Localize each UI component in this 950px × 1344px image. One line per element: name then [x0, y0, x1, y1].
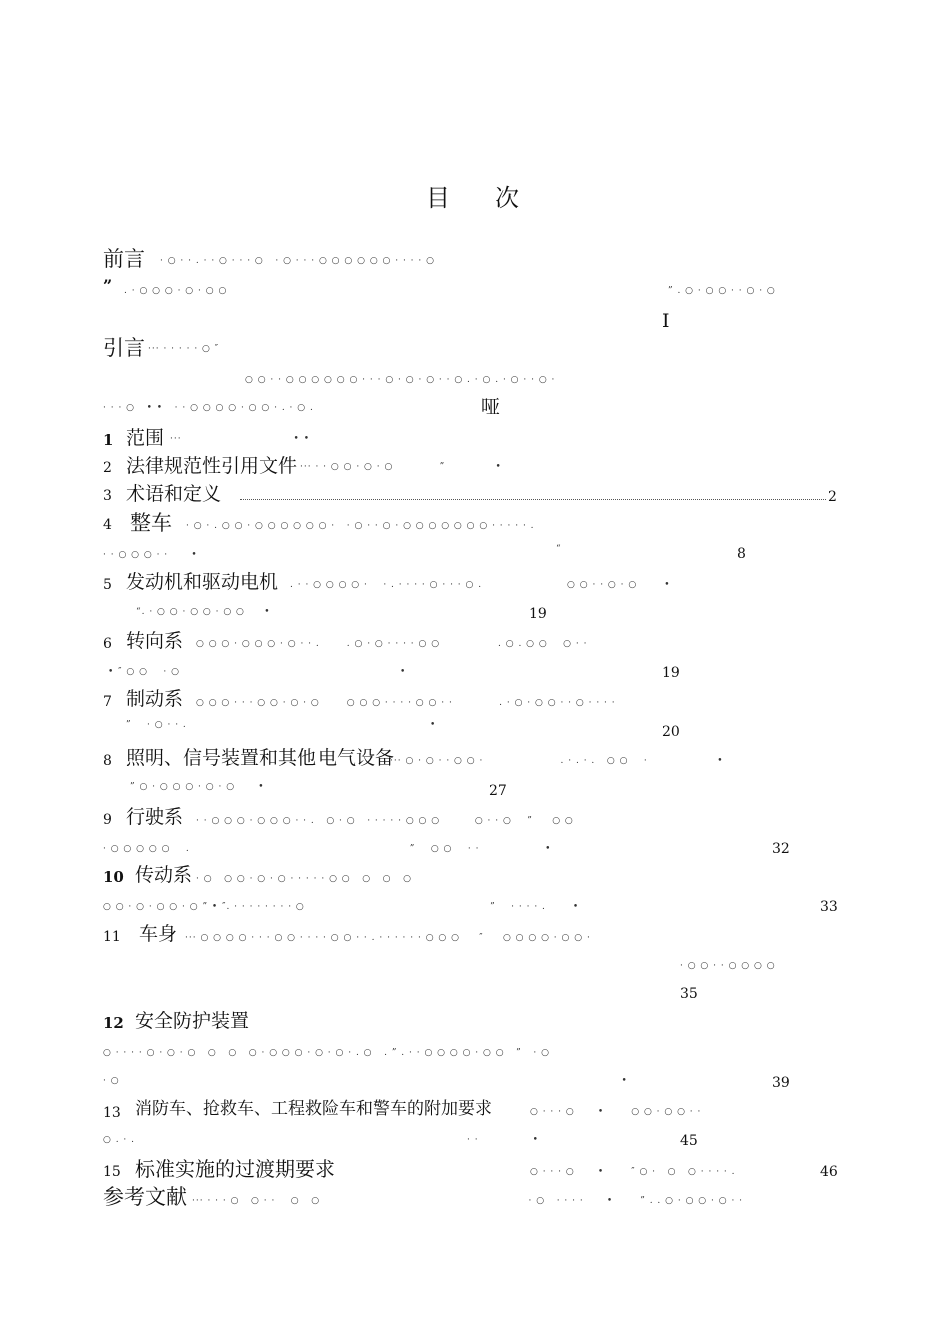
toc-section-title: 传动系: [135, 864, 193, 886]
toc-section-title: 消防车、抢救车、工程救险车和警车的附加要求: [135, 1099, 492, 1119]
toc-section-number: 4: [103, 517, 112, 533]
toc-section-page: 45: [680, 1133, 698, 1149]
toc-leader: ○ ○ ○ · ○ ○ ○ · ○ · · . . ○ · ○ · · · · ○ ○ . ○ . ○ ○ ○ · ·: [196, 639, 588, 649]
toc-leader: · ○ · . ○ ○ · ○ ○ ○ ○ ○ ○ · · ○ · · ○ · ○ ○ ○ ○ ○ ○ ○ · · · · · .: [186, 521, 535, 531]
toc-section-number: 5: [103, 577, 112, 593]
toc-leader: ··· · · · ○ ○ · · ○ ○ · ○ · · · · • ” . . ○ · ○ ○ · ○ · ·: [192, 1196, 744, 1206]
toc-section-number: 12: [103, 1014, 124, 1032]
toc-leader: · ○ ○ · · ○ ○ ○ ○: [680, 961, 776, 971]
toc-leader: ○ . · . · · •: [103, 1135, 539, 1145]
toc-section-title: 安全防护装置: [135, 1010, 250, 1032]
toc-leader: · · ○ ○ ○ · · •: [103, 550, 198, 560]
toc-leader: . · ○ ○ ○ · ○ · ○ ○: [124, 286, 228, 296]
toc-section-page: 39: [772, 1075, 790, 1091]
toc-leader: ··· ○ · ○ · · ○ ○ · . · . · . ○ ○ · •: [390, 756, 724, 766]
toc-section-number: 6: [103, 636, 112, 652]
toc-section-page: 46: [820, 1164, 838, 1180]
toc-section-number: 3: [103, 488, 112, 504]
toc-leader: · ○ ○ ○ · ○ · ○ · · · · · ○ ○ ○ ○ ○: [196, 874, 412, 884]
toc-section-number: 10: [103, 868, 124, 886]
toc-leader: ” · ○ · · . •: [126, 720, 437, 730]
toc-section-number: 1: [103, 431, 114, 449]
toc-section-title: 照明、信号装置和其他: [126, 747, 317, 769]
toc-leader: [240, 499, 826, 500]
toc-section-page: 19: [662, 665, 680, 681]
toc-leader: · · ○ ○ ○ · ○ ○ ○ · · . ○ · ○ · · · · · ○ ○ ○ ○ · · ○ ” ○ ○: [196, 816, 574, 826]
toc-leader: ··· ○ ○ ○ ○ · · · ○ ○ · · · · ○ ○ · · . · · · · · · ○ ○ ○ ″ ○ ○ ○ ○ · ○ ○ ·: [185, 933, 591, 943]
toc-section-number: 15: [103, 1164, 121, 1180]
toc-leader: · ○ · · . · · ○ · · · ○ · ○ · · · ○ ○ ○ ○ ○ ○ · · · · ○: [160, 256, 435, 266]
toc-section-title: 行驶系: [126, 806, 184, 828]
toc-leader: ··· · · ○ ○ · ○ · ○ ” •: [300, 462, 502, 472]
toc-leader: · ○ ○ ○ ○ ○ . ” ○ ○ · · •: [103, 844, 552, 854]
toc-leader: ··· • •: [170, 434, 311, 444]
toc-section-title: 转向系: [126, 630, 184, 652]
toc-section-title: 标准实施的过渡期要求: [135, 1157, 335, 1181]
toc-references-label: 参考文献: [103, 1185, 187, 1209]
toc-section-title: 制动系: [126, 688, 184, 710]
toc-leader: ○ · · · · ○ · ○ · ○ ○ ○ ○ · ○ ○ ○ · ○ · ○ · . ○ . ” . · · ○ ○ ○ ○ · ○ ○ ” · ○: [103, 1048, 550, 1058]
page-title-part-2: 次: [495, 184, 523, 212]
toc-leader: “. · ○ ○ · ○ ○ · ○ ○ •: [136, 607, 271, 617]
toc-leader: ○ ○ · · ○ ○ ○ ○ ○ ○ · · · ○ · ○ · ○ · · ○ . · ○ . · ○ · · ○ ·: [245, 375, 556, 385]
toc-leader: ○ · · · ○ • ○ ○ · ○ ○ · ·: [530, 1107, 702, 1117]
toc-leader: ” . ○ · ○ ○ · · ○ · ○: [668, 286, 776, 296]
toc-section-page: 8: [737, 546, 746, 562]
toc-section-title: 法律规范性引用文件: [126, 455, 298, 477]
toc-leader: ··· · · · · · ○ ″: [148, 344, 220, 354]
toc-section-page: 2: [828, 489, 837, 505]
toc-leader: ” ○ · ○ ○ ○ · ○ · ○ •: [130, 782, 265, 792]
toc-section-number: 2: [103, 460, 112, 476]
toc-section-page: 27: [489, 783, 507, 799]
toc-section-title: 车身: [139, 923, 178, 945]
toc-introduction-page: 哑: [481, 396, 501, 418]
toc-section-title: 整车: [130, 511, 172, 535]
toc-section-number: 7: [103, 694, 112, 710]
toc-leader: · ○ •: [103, 1076, 628, 1086]
toc-section-number: 13: [103, 1105, 121, 1121]
page-title-part-1: 目: [426, 184, 454, 212]
toc-section-title: 发动机和驱动电机: [126, 571, 279, 593]
toc-section-number: 9: [103, 812, 112, 828]
toc-section-page: 19: [529, 606, 547, 622]
toc-section-page: 35: [680, 986, 698, 1002]
toc-section-page: 20: [662, 724, 680, 740]
toc-leader: ○ ○ ○ · · · ○ ○ · ○ · ○ ○ ○ ○ · · · · ○ ○ · · . · ○ · ○ ○ · · ○ · · · ·: [196, 698, 616, 708]
toc-preface-label: 前言: [103, 247, 145, 271]
toc-leader: ”: [103, 276, 113, 295]
toc-leader: · · · ○ • • · · ○ ○ ○ ○ · ○ ○ · . · ○ .: [103, 403, 314, 413]
toc-leader: “: [556, 544, 562, 554]
toc-leader: • ″ ○ ○ · ○ •: [108, 667, 407, 677]
toc-leader: . · · ○ ○ ○ ○ · · . · · · · ○ · · · ○ . ○ ○ · · ○ · ○ •: [290, 580, 671, 590]
toc-leader: ○ ○ · ○ · ○ ○ · ○ ” • ″. · · · · · · · · ○ ” · · · · . •: [103, 902, 580, 912]
toc-leader: ○ · · · ○ • ″ ○ · ○ ○ · · · · .: [530, 1167, 736, 1177]
toc-introduction-label: 引言: [103, 336, 145, 360]
toc-section-number: 11: [103, 929, 121, 945]
toc-section-title: 术语和定义: [126, 483, 222, 505]
toc-preface-page: I: [662, 310, 670, 332]
toc-section-title: 范围: [126, 427, 165, 449]
toc-section-page: 33: [820, 899, 838, 915]
toc-section-number: 8: [103, 753, 112, 769]
toc-section-page: 32: [772, 841, 790, 857]
toc-section-title: 电气设备: [318, 747, 395, 769]
